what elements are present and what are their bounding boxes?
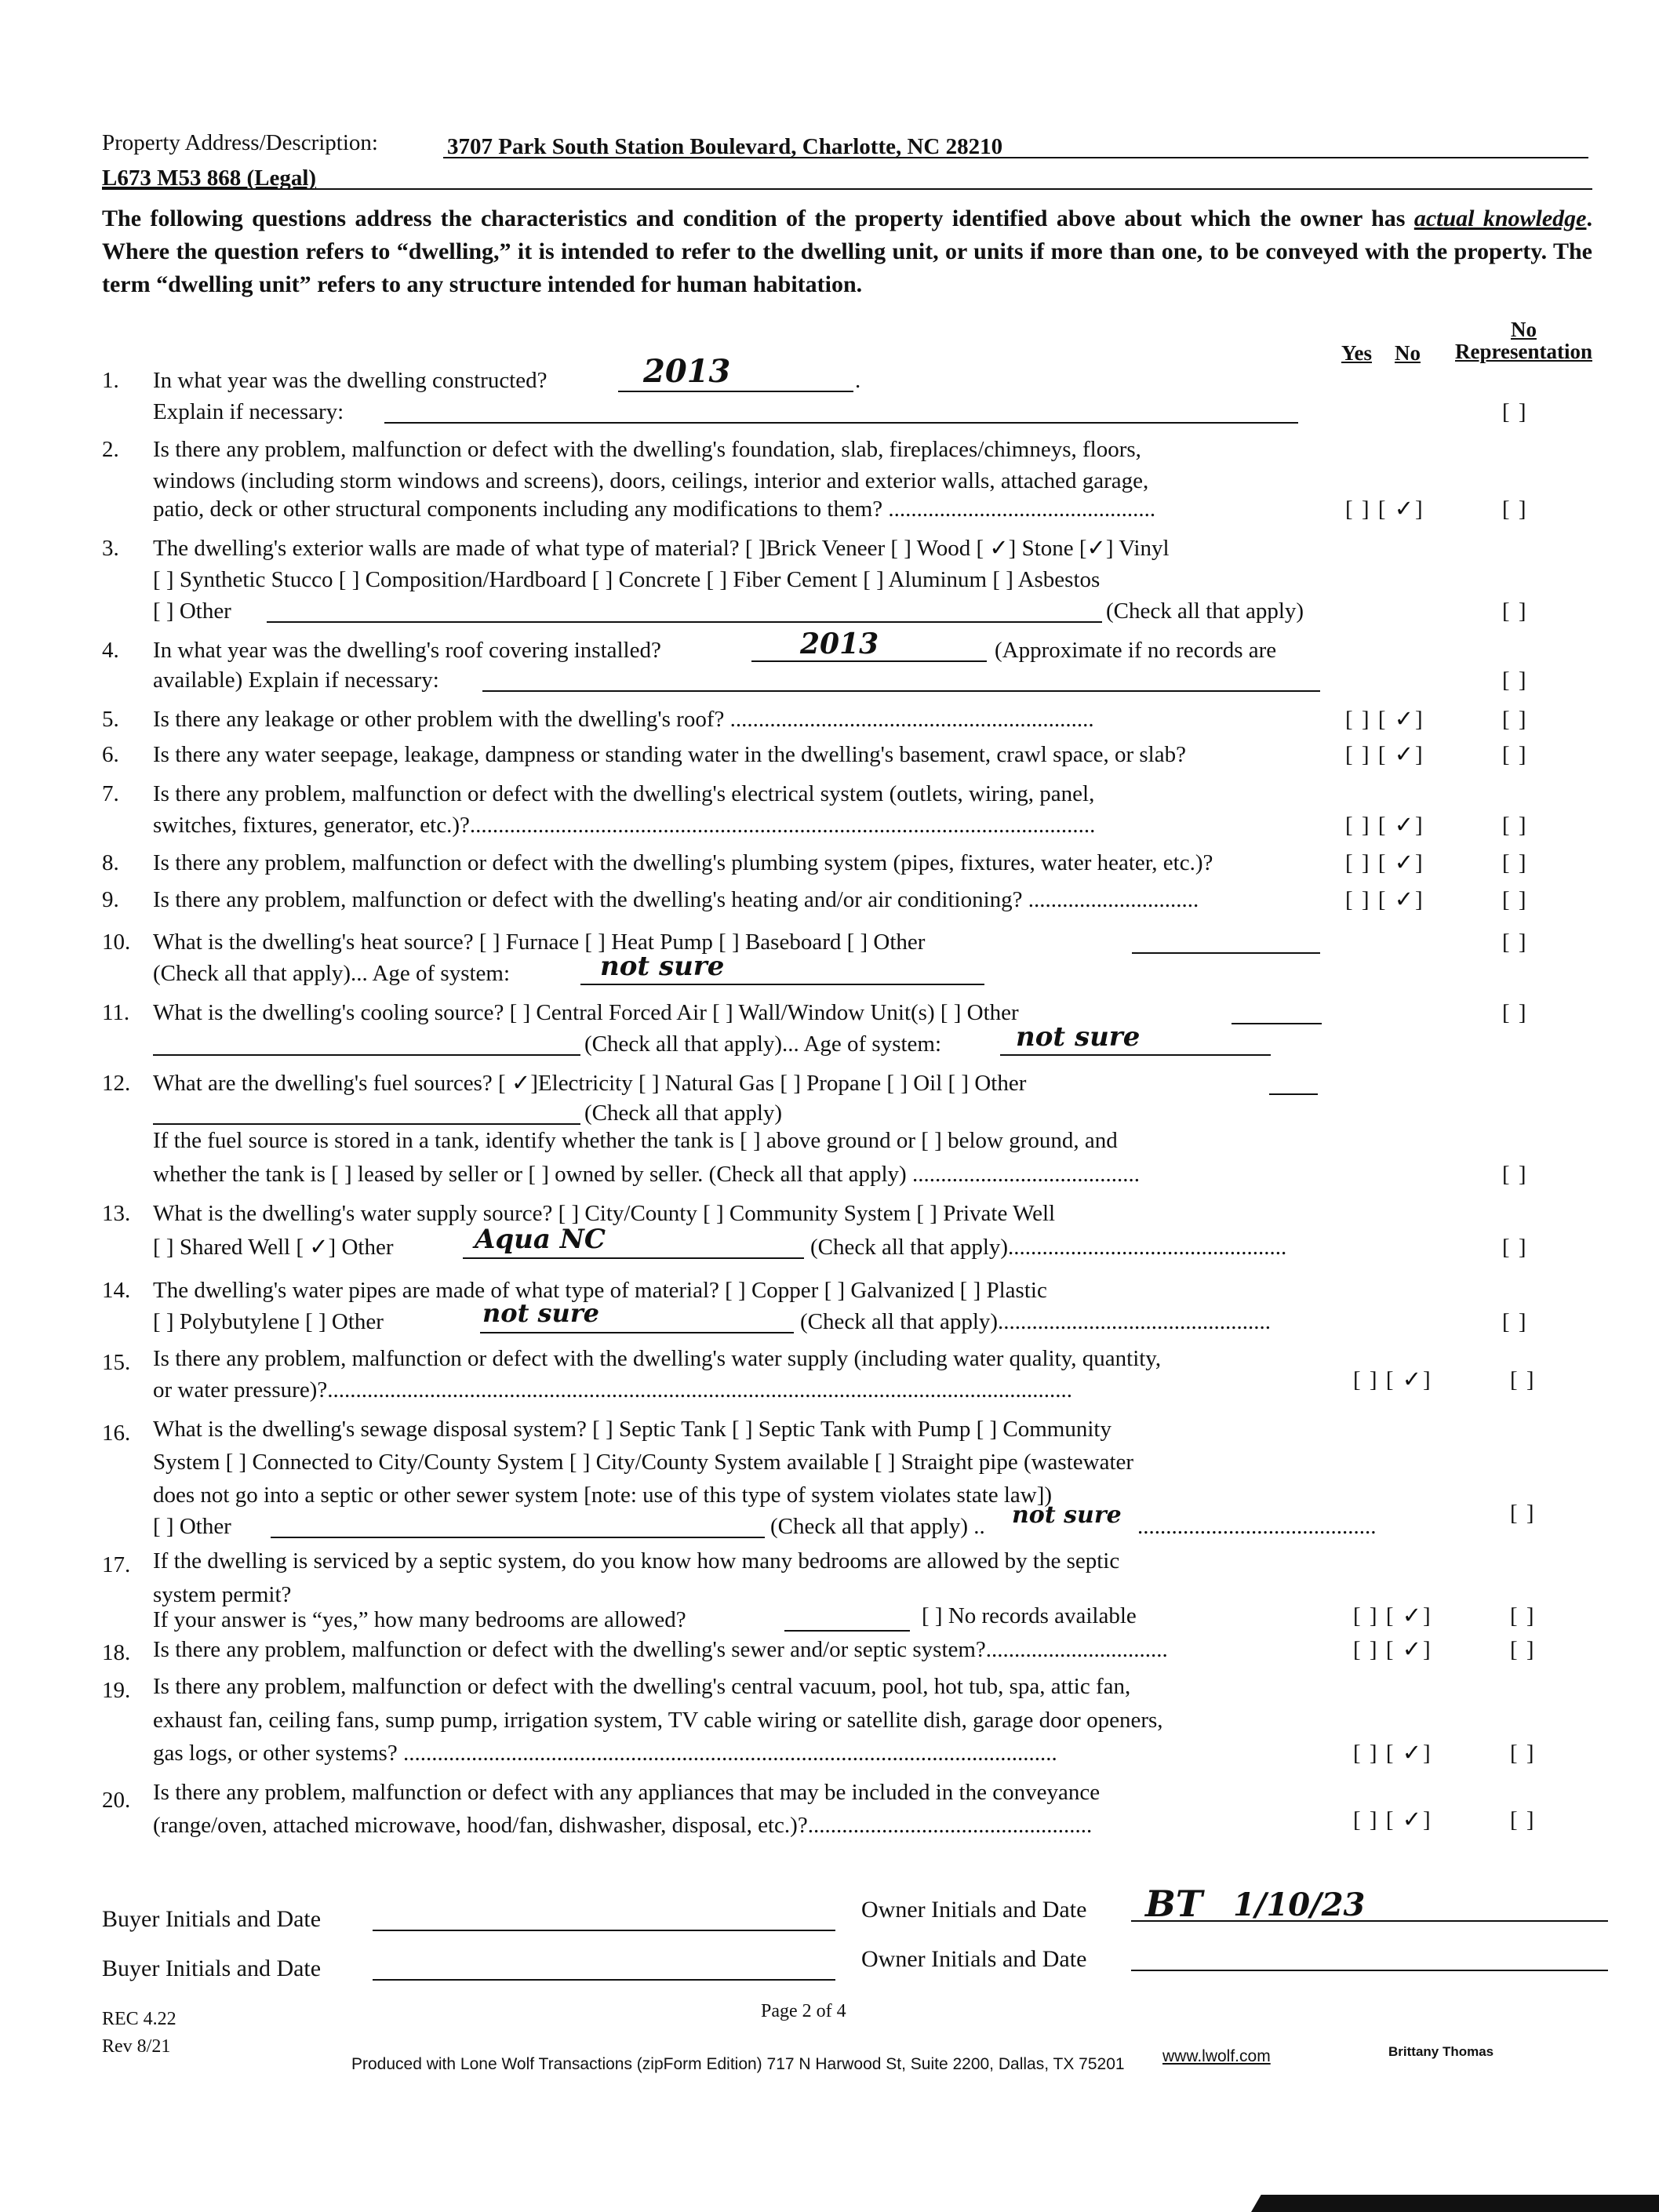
q6-number: 6. — [102, 742, 119, 767]
q9-text: Is there any problem, malfunction or defect with the dwelling's heating and/or air conditioning? .............................. — [153, 887, 1199, 912]
yes-column-header: Yes — [1341, 341, 1372, 365]
q12-norep-box[interactable]: [ ] — [1502, 1162, 1528, 1187]
q13-text-2b: (Check all that apply)................................................. — [810, 1235, 1287, 1260]
q13-norep-box[interactable]: [ ] — [1502, 1235, 1528, 1260]
q11-norep-box[interactable]: [ ] — [1502, 1000, 1528, 1025]
q19-number: 19. — [102, 1678, 131, 1703]
q1-norep-box[interactable]: [ ] — [1502, 399, 1528, 424]
q16-number: 16. — [102, 1421, 131, 1446]
address-underline — [443, 157, 1588, 158]
q17-text-2: system permit? — [153, 1582, 292, 1607]
q17-text-3b: [ ] No records available — [922, 1603, 1137, 1628]
q16-text-1: What is the dwelling's sewage disposal system? [ ] Septic Tank [ ] Septic Tank with Pump [ ] Community — [153, 1417, 1111, 1442]
q19-yes-no-boxes[interactable]: [ ] [ ✓] — [1353, 1741, 1432, 1766]
owner-initials-line-2[interactable] — [1131, 1970, 1608, 1971]
q4-norep-box[interactable]: [ ] — [1502, 668, 1528, 693]
legal-underline — [102, 188, 1592, 190]
q11-age-line — [1000, 1054, 1271, 1056]
q15-yes-no-boxes[interactable]: [ ] [ ✓] — [1353, 1367, 1432, 1392]
q12-number: 12. — [102, 1071, 131, 1096]
agent-name: Brittany Thomas — [1388, 2044, 1494, 2059]
q3-text-3a: [ ] Other — [153, 598, 231, 624]
owner-initials-line-1 — [1131, 1920, 1608, 1922]
q2-text-2: windows (including storm windows and screens), doors, ceilings, interior and exterior walls, attached garage, — [153, 468, 1149, 493]
q16-other-line[interactable] — [271, 1537, 765, 1538]
q7-number: 7. — [102, 781, 119, 806]
q11-text-1: What is the dwelling's cooling source? [ ] Central Forced Air [ ] Wall/Window Unit(s) [ ] Other — [153, 1000, 1019, 1025]
q2-text-3: patio, deck or other structural components including any modifications to them? ............................................... — [153, 497, 1156, 522]
q15-number: 15. — [102, 1350, 131, 1375]
q12-text-1: What are the dwelling's fuel sources? [ ✓]Electricity [ ] Natural Gas [ ] Propane [ ] Oil [ ] Other — [153, 1071, 1027, 1096]
q12-text-4: whether the tank is [ ] leased by seller or [ ] owned by seller. (Check all that apply) ........................................ — [153, 1162, 1140, 1187]
q16-text-4b: (Check all that apply) .. — [770, 1514, 985, 1539]
q15-text-2: or water pressure)?................................................................................................................................... — [153, 1377, 1072, 1403]
q8-norep-box[interactable]: [ ] — [1502, 850, 1528, 875]
address-label: Property Address/Description: — [102, 130, 378, 155]
q1-period: . — [855, 368, 861, 393]
q8-number: 8. — [102, 850, 119, 875]
q11-other-line[interactable] — [1232, 1023, 1322, 1024]
q1-explain-label: Explain if necessary: — [153, 399, 344, 424]
q20-text-2: (range/oven, attached microwave, hood/fan, dishwasher, disposal, etc.)?.................................................. — [153, 1813, 1093, 1838]
q4-number: 4. — [102, 638, 119, 663]
q11-answer[interactable]: not sure — [1016, 1021, 1141, 1053]
q9-norep-box[interactable]: [ ] — [1502, 887, 1528, 912]
q12-text-3: If the fuel source is stored in a tank, identify whether the tank is [ ] above ground or [ ] below ground, and — [153, 1128, 1118, 1153]
q19-norep-box[interactable]: [ ] — [1510, 1741, 1536, 1766]
q10-text-1: What is the dwelling's heat source? [ ] Furnace [ ] Heat Pump [ ] Baseboard [ ] Other — [153, 930, 926, 955]
page-number: Page 2 of 4 — [761, 2001, 846, 2021]
owner-date[interactable]: 1/10/23 — [1233, 1886, 1366, 1923]
q12-text-2: (Check all that apply) — [584, 1101, 783, 1126]
q14-answer[interactable]: not sure — [482, 1298, 600, 1328]
q11-number: 11. — [102, 1000, 130, 1025]
q13-other-line — [463, 1257, 804, 1259]
q17-norep-box[interactable]: [ ] — [1510, 1603, 1536, 1628]
q5-number: 5. — [102, 707, 119, 732]
q9-yes-no-boxes[interactable]: [ ] [ ✓] — [1345, 887, 1424, 912]
q10-other-line[interactable] — [1132, 952, 1320, 954]
q16-norep-box[interactable]: [ ] — [1510, 1501, 1536, 1526]
q3-text-1: The dwelling's exterior walls are made of what type of material? [ ]Brick Veneer [ ] Wood [ ✓] Stone [✓] Vinyl — [153, 536, 1170, 561]
q17-text-3a: If your answer is “yes,” how many bedrooms are allowed? — [153, 1607, 686, 1632]
q6-text: Is there any water seepage, leakage, dampness or standing water in the dwelling's basement, crawl space, or slab? — [153, 742, 1186, 767]
no-rep-header-top: No — [1511, 318, 1537, 341]
q16-text-3: does not go into a septic or other sewer system [note: use of this type of system violates state law]) — [153, 1483, 1053, 1508]
q20-yes-no-boxes[interactable]: [ ] [ ✓] — [1353, 1807, 1432, 1832]
no-rep-header-bottom: Representation — [1455, 340, 1592, 363]
q16-answer[interactable]: not sure — [1012, 1501, 1122, 1529]
lwolf-link[interactable]: www.lwolf.com — [1162, 2047, 1271, 2065]
q3-text-2: [ ] Synthetic Stucco [ ] Composition/Hardboard [ ] Concrete [ ] Fiber Cement [ ] Aluminum [ ] Asbestos — [153, 567, 1101, 592]
q1-number: 1. — [102, 368, 119, 393]
q2-yes-no-boxes[interactable]: [ ] [ ✓] — [1345, 497, 1424, 522]
q4-text-1b: (Approximate if no records are — [995, 638, 1277, 663]
q4-text-2: available) Explain if necessary: — [153, 668, 439, 693]
q11-text-2: (Check all that apply)... Age of system: — [584, 1031, 942, 1057]
form-id: REC 4.22 — [102, 2009, 176, 2029]
buyer-initials-line-1[interactable] — [373, 1930, 835, 1931]
q7-text-2: switches, fixtures, generator, etc.)?.............................................................................................................. — [153, 813, 1096, 838]
q1-explain-line[interactable] — [384, 422, 1298, 424]
q20-text-1: Is there any problem, malfunction or defect with any appliances that may be included in the conveyance — [153, 1780, 1101, 1805]
q4-answer-line — [751, 660, 987, 662]
q5-yes-no-boxes[interactable]: [ ] [ ✓] — [1345, 707, 1424, 732]
q16-text-4c: .......................................... — [1137, 1514, 1377, 1539]
q10-norep-box[interactable]: [ ] — [1502, 930, 1528, 955]
q19-text-3: gas logs, or other systems? ................................................................................................................... — [153, 1741, 1057, 1766]
q12-other-line[interactable] — [1269, 1093, 1318, 1095]
q6-norep-box[interactable]: [ ] — [1502, 742, 1528, 767]
q18-text: Is there any problem, malfunction or defect with the dwelling's sewer and/or septic system?................................ — [153, 1637, 1168, 1662]
q10-age-line — [580, 984, 984, 985]
q10-text-2: (Check all that apply)... Age of system: — [153, 961, 511, 986]
q18-yes-no-boxes[interactable]: [ ] [ ✓] — [1353, 1637, 1432, 1662]
q17-number: 17. — [102, 1552, 131, 1577]
owner-initials[interactable]: BT — [1145, 1883, 1203, 1925]
q13-answer[interactable]: Aqua NC — [475, 1224, 606, 1255]
q20-norep-box[interactable]: [ ] — [1510, 1807, 1536, 1832]
q8-yes-no-boxes[interactable]: [ ] [ ✓] — [1345, 850, 1424, 875]
buyer-initials-line-2[interactable] — [373, 1979, 835, 1981]
q14-other-line — [480, 1332, 794, 1333]
q3-text-3b: (Check all that apply) — [1106, 598, 1304, 624]
scan-edge-artifact — [1251, 2195, 1659, 2212]
q19-text-1: Is there any problem, malfunction or defect with the dwelling's central vacuum, pool, hot tub, spa, attic fan, — [153, 1674, 1131, 1699]
q1-text: In what year was the dwelling constructed? — [153, 368, 548, 393]
q17-yes-no-boxes[interactable]: [ ] [ ✓] — [1353, 1603, 1432, 1628]
address-value: 3707 Park South Station Boulevard, Charlotte, NC 28210 — [447, 134, 1003, 159]
buyer-initials-label-2: Buyer Initials and Date — [102, 1956, 322, 1981]
owner-initials-label-1: Owner Initials and Date — [861, 1897, 1087, 1923]
q4-explain-line[interactable] — [482, 690, 1320, 692]
q3-other-line[interactable] — [267, 621, 1102, 623]
q14-norep-box[interactable]: [ ] — [1502, 1309, 1528, 1334]
q1-answer-line — [618, 391, 853, 392]
q17-bedrooms-line[interactable] — [784, 1630, 910, 1632]
q14-text-2b: (Check all that apply)................................................ — [800, 1309, 1272, 1334]
q12-other-line-2[interactable] — [153, 1123, 580, 1125]
legal-description: L673 M53 868 (Legal) — [102, 166, 317, 191]
q3-number: 3. — [102, 536, 119, 561]
q1-answer[interactable]: 2013 — [643, 353, 731, 390]
q7-norep-box[interactable]: [ ] — [1502, 813, 1528, 838]
q15-norep-box[interactable]: [ ] — [1510, 1367, 1536, 1392]
q7-yes-no-boxes[interactable]: [ ] [ ✓] — [1345, 813, 1424, 838]
q9-number: 9. — [102, 887, 119, 912]
q14-text-2a: [ ] Polybutylene [ ] Other — [153, 1309, 384, 1334]
q5-norep-box[interactable]: [ ] — [1502, 707, 1528, 732]
q7-text-1: Is there any problem, malfunction or defect with the dwelling's electrical system (outlets, wiring, panel, — [153, 781, 1095, 806]
q10-number: 10. — [102, 930, 131, 955]
q16-text-2: System [ ] Connected to City/County System [ ] City/County System available [ ] Straight pipe (wastewater — [153, 1450, 1134, 1475]
form-revision: Rev 8/21 — [102, 2036, 171, 2057]
q13-text-1: What is the dwelling's water supply source? [ ] City/County [ ] Community System [ ] Private Well — [153, 1201, 1056, 1226]
q6-yes-no-boxes[interactable]: [ ] [ ✓] — [1345, 742, 1424, 767]
owner-initials-label-2: Owner Initials and Date — [861, 1946, 1087, 1972]
q8-text: Is there any problem, malfunction or defect with the dwelling's plumbing system (pipes, fixtures, water heater, etc.)? — [153, 850, 1213, 875]
q13-text-2a: [ ] Shared Well [ ✓] Other — [153, 1235, 394, 1260]
q4-text-1a: In what year was the dwelling's roof covering installed? — [153, 638, 661, 663]
q14-number: 14. — [102, 1278, 131, 1303]
q3-norep-box[interactable]: [ ] — [1502, 598, 1528, 624]
q5-text: Is there any leakage or other problem with the dwelling's roof? ................................................................ — [153, 707, 1094, 732]
no-column-header: No — [1395, 341, 1421, 365]
q2-norep-box[interactable]: [ ] — [1502, 497, 1528, 522]
q14-text-1: The dwelling's water pipes are made of what type of material? [ ] Copper [ ] Galvanized [ ] Plastic — [153, 1278, 1047, 1303]
intro-paragraph: The following questions address the characteristics and condition of the property identified above about which the owner has actual knowledge. Where the question refers to “dwelling,” it is intended to refer to the dwelling unit, or units if more than one, to be conveyed with the property. The term “dwelling unit” refers to any structure intended for human habitation. — [102, 206, 1592, 297]
q13-number: 13. — [102, 1201, 131, 1226]
produced-with-text: Produced with Lone Wolf Transactions (zipForm Edition) 717 N Harwood St, Suite 2200, Dallas, TX 75201 — [351, 2055, 1125, 2073]
q16-text-4a: [ ] Other — [153, 1514, 231, 1539]
q11-other-line-2[interactable] — [153, 1054, 580, 1056]
q15-text-1: Is there any problem, malfunction or defect with the dwelling's water supply (including water quality, quantity, — [153, 1346, 1162, 1371]
q2-number: 2. — [102, 437, 119, 462]
buyer-initials-label-1: Buyer Initials and Date — [102, 1906, 322, 1932]
q19-text-2: exhaust fan, ceiling fans, sump pump, irrigation system, TV cable wiring or satellite dish, garage door openers, — [153, 1708, 1163, 1733]
q2-text-1: Is there any problem, malfunction or defect with the dwelling's foundation, slab, fireplaces/chimneys, floors, — [153, 437, 1141, 462]
q18-norep-box[interactable]: [ ] — [1510, 1637, 1536, 1662]
q10-answer[interactable]: not sure — [600, 951, 725, 982]
q17-text-1: If the dwelling is serviced by a septic system, do you know how many bedrooms are allowed by the septic — [153, 1548, 1120, 1574]
q18-number: 18. — [102, 1640, 131, 1665]
q4-answer[interactable]: 2013 — [800, 628, 879, 660]
q20-number: 20. — [102, 1788, 131, 1813]
